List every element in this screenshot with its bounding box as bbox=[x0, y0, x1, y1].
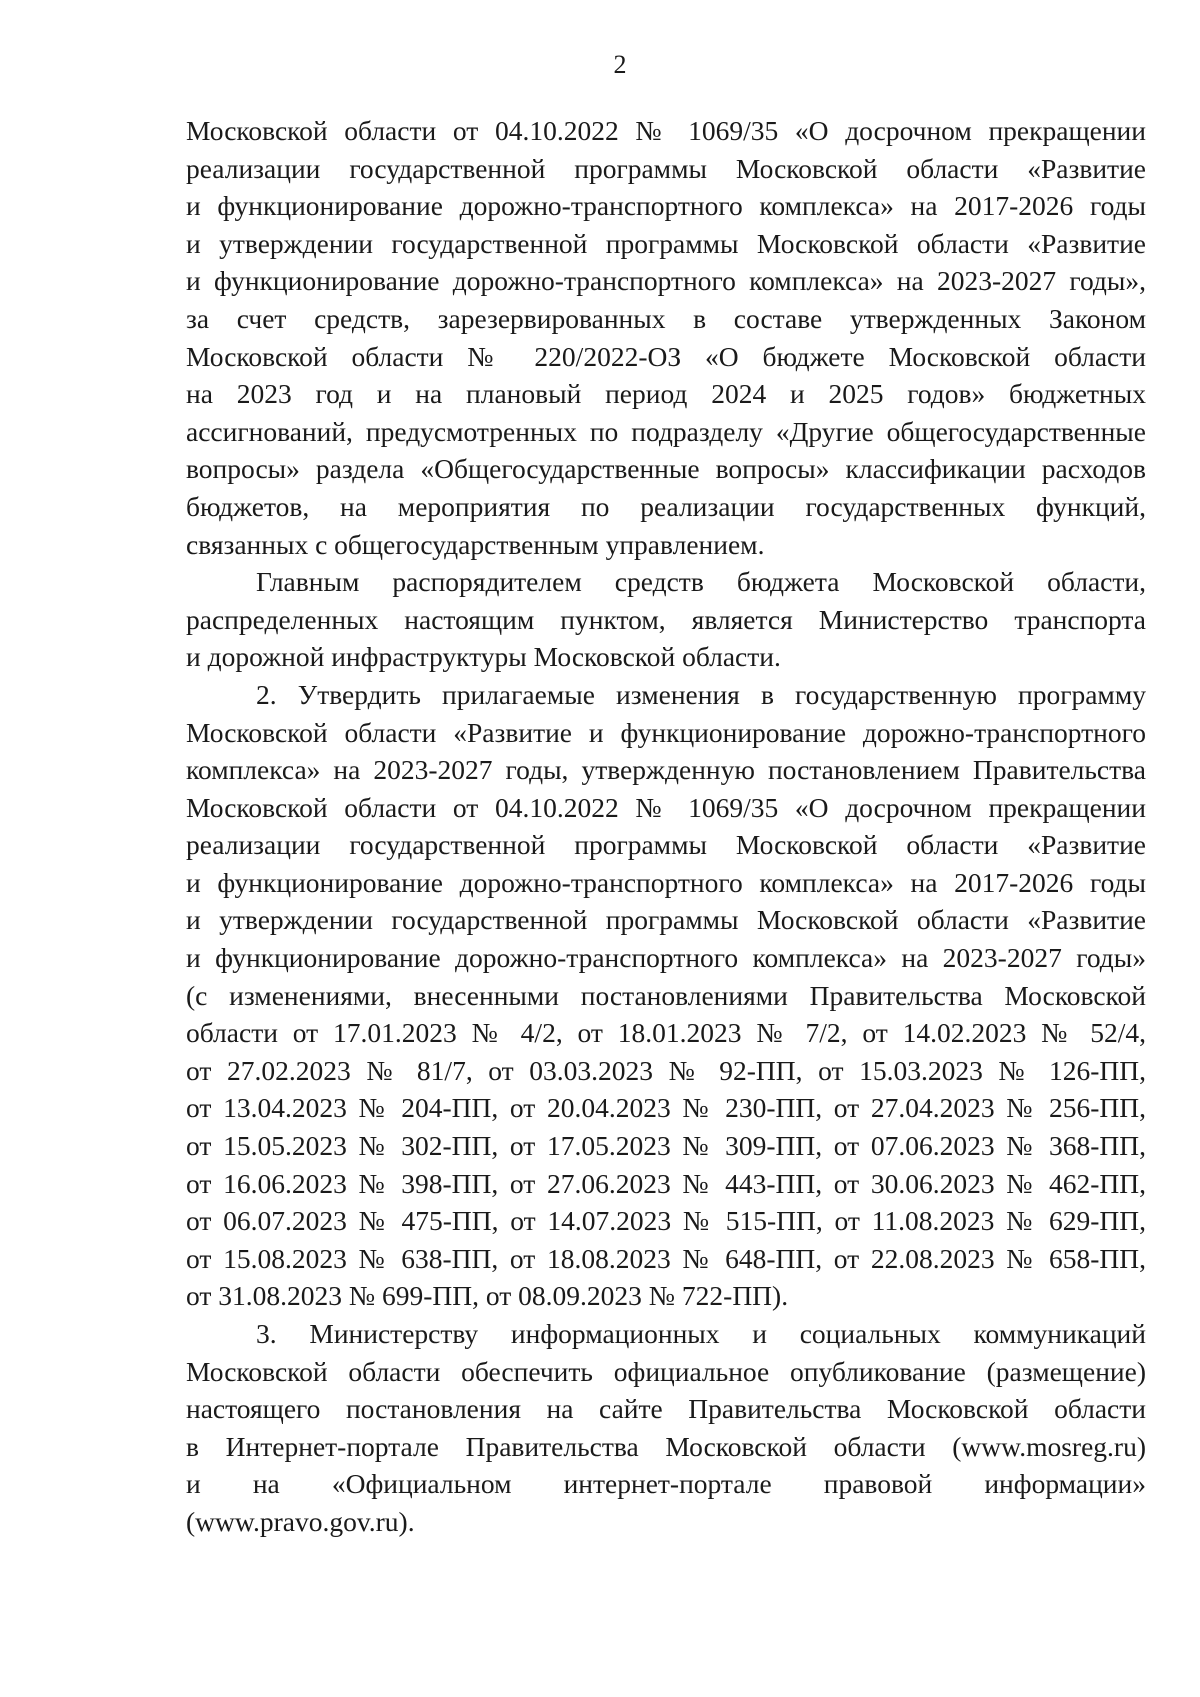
text-line: вопросы» раздела «Общегосударственные вопросы» классификации расходов bbox=[186, 453, 1146, 485]
paragraph-item-2-approve-changes bbox=[186, 676, 1146, 1315]
text-line: реализации государственной программы Московской области «Развитие bbox=[186, 829, 1146, 861]
page-number: 2 bbox=[613, 50, 627, 79]
text-line: Московской области «Развитие и функционирование дорожно-транспортного bbox=[186, 716, 1146, 748]
text-line: и функционирование дорожно-транспортного комплекса» на 2023-2027 годы», bbox=[186, 265, 1146, 297]
text-line: Московской области от 04.10.2022 № 1069/35 «О досрочном прекращении bbox=[186, 791, 1146, 823]
text-line: Московской области № 220/2022-ОЗ «О бюджете Московской области bbox=[186, 340, 1146, 372]
text-line: на 2023 год и на плановый период 2024 и 2025 годов» бюджетных bbox=[186, 378, 1146, 410]
paragraph-item-3-publication bbox=[186, 1315, 1146, 1541]
text-line: и утверждении государственной программы Московской области «Развитие bbox=[186, 904, 1146, 936]
text-line: от 15.08.2023 № 638-ПП, от 18.08.2023 № 648-ПП, от 22.08.2023 № 658-ПП, bbox=[186, 1242, 1146, 1274]
text-line: и утверждении государственной программы Московской области «Развитие bbox=[186, 227, 1146, 259]
text-line: связанных с общегосударственным управлением. bbox=[186, 528, 765, 560]
text-line: распределенных настоящим пунктом, является Министерство транспорта bbox=[186, 603, 1146, 635]
text-line: и дорожной инфраструктуры Московской области. bbox=[186, 641, 781, 673]
text-line: Московской области обеспечить официальное опубликование (размещение) bbox=[186, 1355, 1146, 1387]
text-line: за счет средств, зарезервированных в составе утвержденных Законом bbox=[186, 302, 1146, 334]
text-line: 2. Утвердить прилагаемые изменения в государственную программу bbox=[256, 678, 1146, 710]
text-line: от 16.06.2023 № 398-ПП, от 27.06.2023 № 443-ПП, от 30.06.2023 № 462-ПП, bbox=[186, 1167, 1146, 1199]
paragraph-budget-allocation bbox=[186, 112, 1146, 563]
text-line: Московской области от 04.10.2022 № 1069/35 «О досрочном прекращении bbox=[186, 115, 1146, 146]
text-line: от 06.07.2023 № 475-ПП, от 14.07.2023 № 515-ПП, от 11.08.2023 № 629-ПП, bbox=[186, 1205, 1146, 1237]
text-line: (www.pravo.gov.ru). bbox=[186, 1505, 415, 1537]
text-line: настоящего постановления на сайте Правительства Московской области bbox=[186, 1393, 1146, 1425]
text-line: комплекса» на 2023-2027 годы, утвержденную постановлением Правительства bbox=[186, 754, 1146, 786]
text-line: и на «Официальном интернет-портале правовой информации» bbox=[186, 1468, 1146, 1500]
text-line: от 31.08.2023 № 699-ПП, от 08.09.2023 № 722-ПП). bbox=[186, 1280, 789, 1312]
text-line: бюджетов, на мероприятия по реализации государственных функций, bbox=[186, 490, 1146, 522]
document-body bbox=[186, 112, 1146, 1541]
text-line: в Интернет-портале Правительства Московской области (www.mosreg.ru) bbox=[186, 1430, 1146, 1462]
text-line: и функционирование дорожно-транспортного комплекса» на 2017-2026 годы bbox=[186, 190, 1146, 222]
text-line: от 15.05.2023 № 302-ПП, от 17.05.2023 № 309-ПП, от 07.06.2023 № 368-ПП, bbox=[186, 1130, 1146, 1162]
text-line: 3. Министерству информационных и социальных коммуникаций bbox=[256, 1318, 1146, 1349]
text-line: от 27.02.2023 № 81/7, от 03.03.2023 № 92-ПП, от 15.03.2023 № 126-ПП, bbox=[186, 1054, 1146, 1086]
paragraph-main-administrator bbox=[186, 563, 1146, 676]
text-line: области от 17.01.2023 № 4/2, от 18.01.2023 № 7/2, от 14.02.2023 № 52/4, bbox=[186, 1017, 1146, 1049]
text-line: (с изменениями, внесенными постановлениями Правительства Московской bbox=[186, 979, 1146, 1011]
text-line: реализации государственной программы Московской области «Развитие bbox=[186, 152, 1146, 184]
text-line: от 13.04.2023 № 204-ПП, от 20.04.2023 № 230-ПП, от 27.04.2023 № 256-ПП, bbox=[186, 1092, 1146, 1124]
text-line: и функционирование дорожно-транспортного комплекса» на 2017-2026 годы bbox=[186, 866, 1146, 898]
text-line: и функционирование дорожно-транспортного комплекса» на 2023-2027 годы» bbox=[186, 942, 1146, 974]
text-line: ассигнований, предусмотренных по подразделу «Другие общегосударственные bbox=[186, 415, 1146, 447]
text-line: Главным распорядителем средств бюджета Московской области, bbox=[256, 566, 1146, 598]
